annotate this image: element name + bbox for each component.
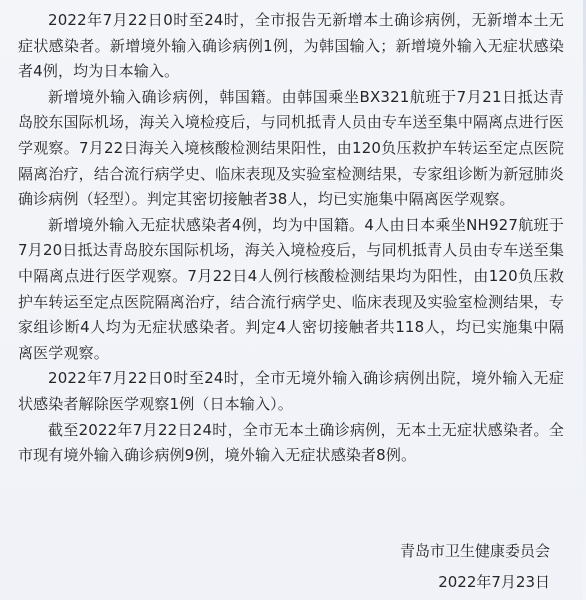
- signature-block: [400, 536, 550, 598]
- paragraph-daily-summary: 2022年7月22日0时至24时，全市报告无新增本土确诊病例，无新增本土无症状感染者。新增境外输入确诊病例1例，为韩国输入；新增境外输入无症状感染者4例，均为日本输入。: [18, 11, 564, 81]
- paragraph-confirmed-case: 新增境外输入确诊病例，韩国籍。由韩国乘坐BX321航班于7月21日抵达青岛胶东国际机场，海关入境检疫后，与同机抵青人员由专车送至集中隔离点进行医学观察。7月22日海关入境核酸检测结果阳性，由120负压救护车转运至定点医院隔离治疗，结合流行病学史、临床表现及实验室检测结果，专家组诊断为新冠肺炎确诊病例（轻型）。判定其密切接触者38人，均已实施集中隔离医学观察。: [18, 87, 564, 209]
- issue-date: 2022年7月23日: [438, 573, 550, 591]
- paragraph-cumulative: 截至2022年7月22日24时，全市无本土确诊病例，无本土无症状感染者。全市现有境外输入确诊病例9例，境外输入无症状感染者8例。: [18, 420, 564, 465]
- paragraph-discharge: 2022年7月22日0时至24时，全市无境外输入确诊病例出院，境外输入无症状感染者解除医学观察1例（日本输入）。: [18, 369, 564, 413]
- paragraph-asymptomatic-cases: 新增境外输入无症状感染者4例，均为中国籍。4人由日本乘坐NH927航班于7月20日抵达青岛胶东国际机场，海关入境检疫后，与同机抵青人员由专车送至集中隔离点进行医学观察。7月22日4人例行核酸检测结果均为阳性，由120负压救护车转运至定点医院隔离治疗，结合流行病学史、临床表现及实验室检测结果，专家组诊断4人均为无症状感染者。判定4人密切接触者共118人，均已实施集中隔离医学观察。: [18, 215, 564, 362]
- issuing-organization: 青岛市卫生健康委员会: [399, 542, 550, 560]
